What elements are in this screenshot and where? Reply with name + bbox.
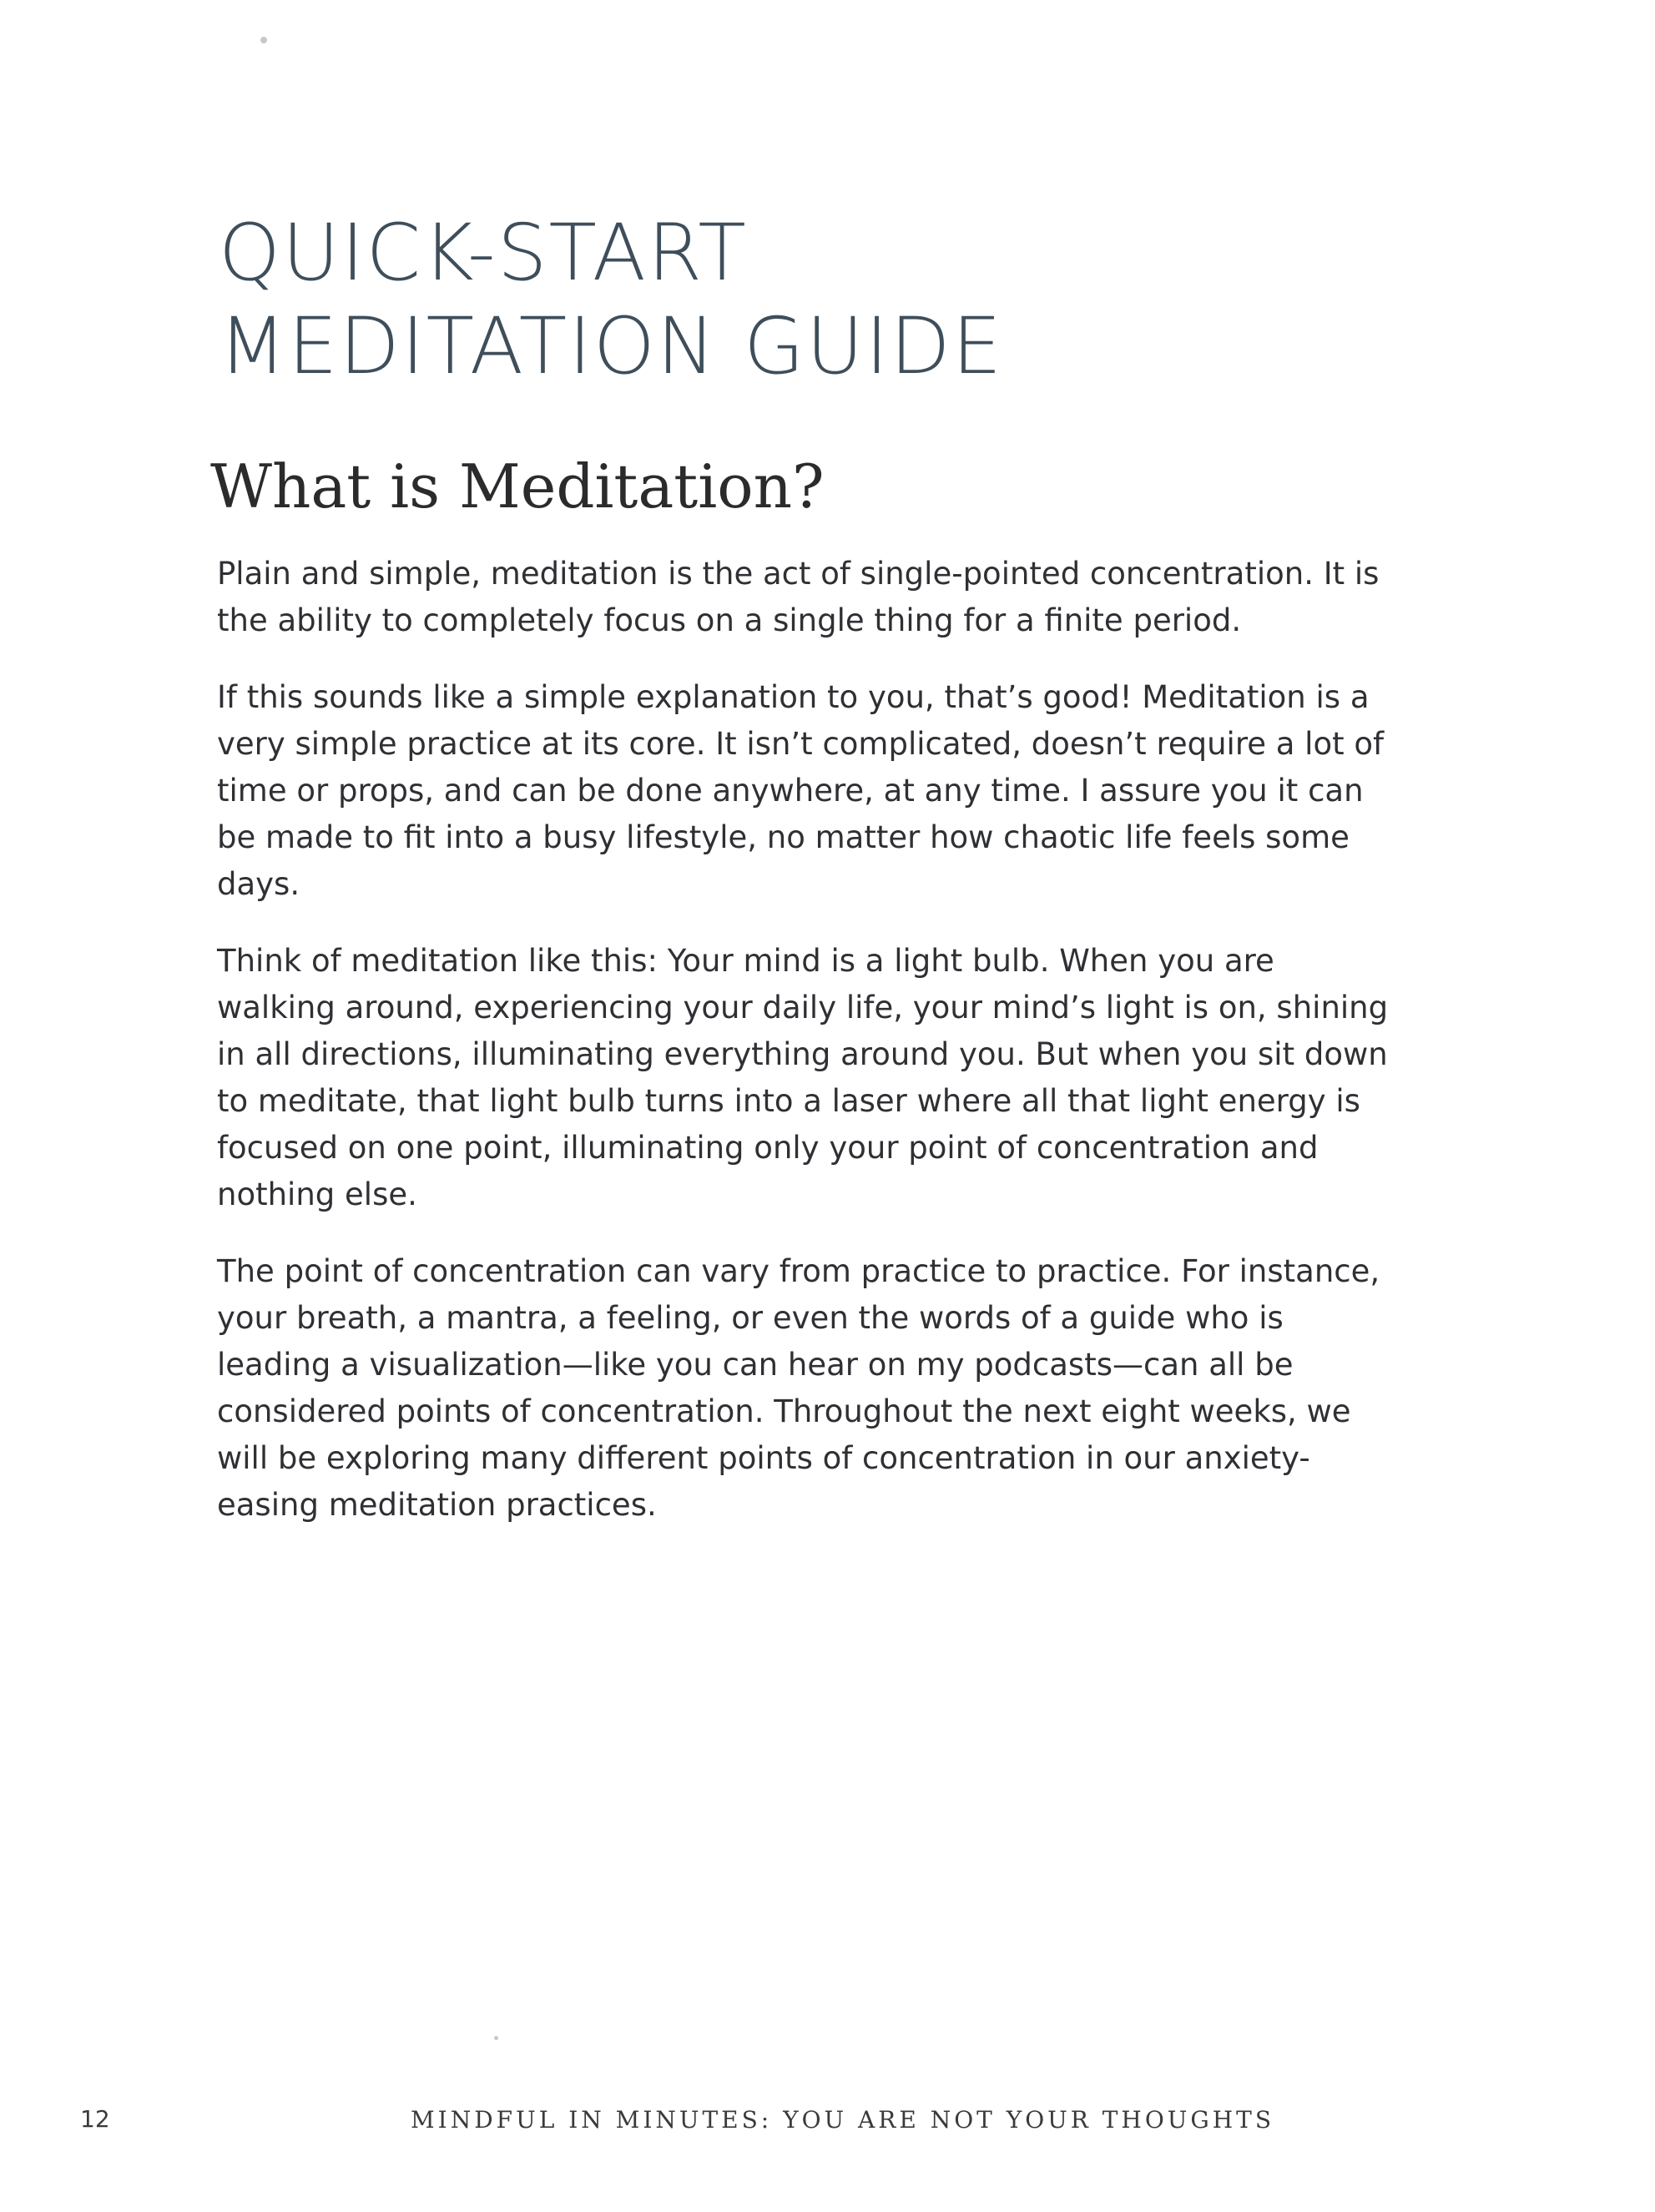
scan-speck	[260, 37, 267, 43]
scan-speck	[494, 2036, 498, 2040]
body-text	[217, 551, 1402, 1559]
paragraph: Think of meditation like this: Your mind is a light bulb. When you are walking around, experiencing your daily life, your mind’s light is on, shining in all directions, illuminating everything around you. But when you sit down to meditate, that light bulb turns into a laser where all that light energy is focused on one point, illuminating only your point of concentration and nothing else.	[217, 943, 1389, 1212]
page-number: 12	[80, 2105, 110, 2133]
page-title-line-2: MEDITATION GUIDE	[219, 301, 1004, 392]
running-title: MINDFUL IN MINUTES: YOU ARE NOT YOUR THOUGHTS	[411, 2106, 1275, 2134]
page-title-line-1: QUICK-START	[219, 208, 748, 299]
paragraph: Plain and simple, meditation is the act of single-pointed concentration. It is the ability to completely focus on a single thing for a finite period.	[217, 556, 1380, 638]
paragraph: The point of concentration can vary from practice to practice. For instance, your breath, a mantra, a feeling, or even the words of a guide who is leading a visualization—like you can hear on my podcasts—can all be considered points of concentration. Throughout the next eight weeks, we will be exploring many different points of concentration in our anxiety-easing meditation practices.	[217, 1253, 1380, 1523]
paragraph: If this sounds like a simple explanation to you, that’s good! Meditation is a very simple practice at its core. It isn’t complicated, doesn’t require a lot of time or props, and can be done anywhere, at any time. I assure you it can be made to fit into a busy lifestyle, no matter how chaotic life feels some days.	[217, 679, 1385, 902]
section-heading: What is Meditation?	[210, 451, 825, 522]
page-title	[219, 207, 1471, 394]
